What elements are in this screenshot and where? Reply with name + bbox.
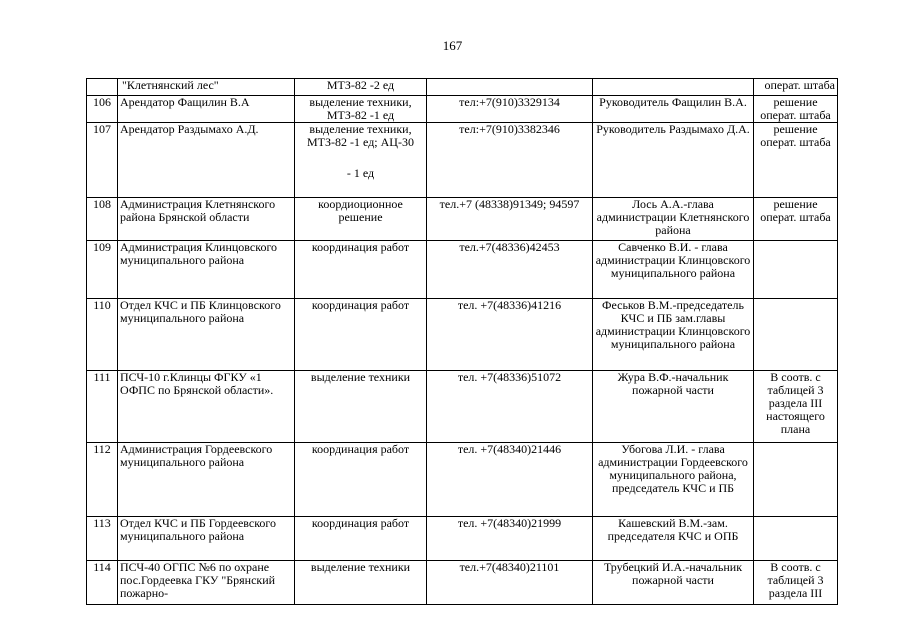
- table-row: [87, 198, 838, 241]
- row-number: 106: [87, 96, 118, 123]
- tasks-cell: координация работ: [295, 443, 427, 517]
- table-row: [87, 299, 838, 371]
- head-cell: Руководитель Раздымахо Д.А.: [593, 123, 754, 198]
- table-row: [87, 241, 838, 299]
- row-number: 114: [87, 561, 118, 605]
- organization-name: "Клетнянский лес": [118, 79, 295, 96]
- note-cell: [754, 517, 838, 561]
- note-cell: операт. штаба: [754, 79, 838, 96]
- phone-cell: тел. +7(48336)51072: [427, 371, 593, 443]
- organization-name: Арендатор Фащилин В.А: [118, 96, 295, 123]
- phone-cell: [427, 79, 593, 96]
- table-row: [87, 96, 838, 123]
- row-number: 113: [87, 517, 118, 561]
- row-number: 112: [87, 443, 118, 517]
- phone-cell: тел.+7(48340)21101: [427, 561, 593, 605]
- table-row: [87, 79, 838, 96]
- organization-name: Администрация Клинцовского муниципального района: [118, 241, 295, 299]
- tasks-text: выделение техники, МТЗ-82 -1 ед; АЦ-30: [307, 122, 414, 149]
- tasks-cell: выделение техники, МТЗ-82 -1 ед: [295, 96, 427, 123]
- row-number: 109: [87, 241, 118, 299]
- head-cell: Трубецкий И.А.-начальник пожарной части: [593, 561, 754, 605]
- tasks-cell: выделение техники: [295, 561, 427, 605]
- note-cell: [754, 241, 838, 299]
- organization-name: Отдел КЧС и ПБ Гордеевского муниципального района: [118, 517, 295, 561]
- tasks-cell: [295, 123, 427, 198]
- organization-name: Отдел КЧС и ПБ Клинцовского муниципального района: [118, 299, 295, 371]
- organization-name: ПСЧ-40 ОГПС №6 по охране пос.Гордеевка ГКУ "Брянский пожарно-: [118, 561, 295, 605]
- row-number: 108: [87, 198, 118, 241]
- organization-name: Администрация Гордеевского муниципального района: [118, 443, 295, 517]
- row-number: 107: [87, 123, 118, 198]
- note-cell: решение операт. штаба: [754, 96, 838, 123]
- row-number: 111: [87, 371, 118, 443]
- head-cell: Лось А.А.-глава администрации Клетнянского района: [593, 198, 754, 241]
- phone-cell: тел:+7(910)3382346: [427, 123, 593, 198]
- note-cell: В соотв. с таблицей 3 раздела III: [754, 561, 838, 605]
- table-row: [87, 371, 838, 443]
- head-cell: Руководитель Фащилин В.А.: [593, 96, 754, 123]
- table-row: [87, 561, 838, 605]
- organization-name: Арендатор Раздымахо А.Д.: [118, 123, 295, 198]
- table-row: [87, 443, 838, 517]
- tasks-tail: - 1 ед: [346, 166, 375, 180]
- tasks-cell: МТЗ-82 -2 ед: [295, 79, 427, 96]
- row-number: [87, 79, 118, 96]
- note-cell: [754, 443, 838, 517]
- head-cell: Убогова Л.И. - глава администрации Гордеевского муниципального района, председатель КЧС и ПБ: [593, 443, 754, 517]
- note-cell: решение операт. штаба: [754, 123, 838, 198]
- phone-cell: тел. +7(48340)21999: [427, 517, 593, 561]
- row-number: 110: [87, 299, 118, 371]
- table-row: [87, 517, 838, 561]
- phone-cell: тел:+7(910)3329134: [427, 96, 593, 123]
- tasks-cell: координация работ: [295, 299, 427, 371]
- head-cell: Жура В.Ф.-начальник пожарной части: [593, 371, 754, 443]
- note-cell: [754, 299, 838, 371]
- head-cell: Савченко В.И. - глава администрации Клинцовского муниципального района: [593, 241, 754, 299]
- phone-cell: тел.+7 (48338)91349; 94597: [427, 198, 593, 241]
- organization-name: Администрация Клетнянского района Брянской области: [118, 198, 295, 241]
- table-row: [87, 123, 838, 198]
- head-cell: Кашевский В.М.-зам. председателя КЧС и ОПБ: [593, 517, 754, 561]
- head-cell: [593, 79, 754, 96]
- tasks-cell: координация работ: [295, 241, 427, 299]
- tasks-cell: коордиоционное решение: [295, 198, 427, 241]
- organization-name: ПСЧ-10 г.Клинцы ФГКУ «1 ОФПС по Брянской области».: [118, 371, 295, 443]
- resources-table: [86, 78, 838, 605]
- head-cell: Феськов В.М.-председатель КЧС и ПБ зам.главы администрации Клинцовского муниципального района: [593, 299, 754, 371]
- tasks-cell: выделение техники: [295, 371, 427, 443]
- phone-cell: тел. +7(48340)21446: [427, 443, 593, 517]
- phone-cell: тел. +7(48336)41216: [427, 299, 593, 371]
- note-cell: В соотв. с таблицей 3 раздела III настоящего плана: [754, 371, 838, 443]
- page-number: 167: [442, 38, 463, 53]
- note-cell: решение операт. штаба: [754, 198, 838, 241]
- phone-cell: тел.+7(48336)42453: [427, 241, 593, 299]
- tasks-cell: координация работ: [295, 517, 427, 561]
